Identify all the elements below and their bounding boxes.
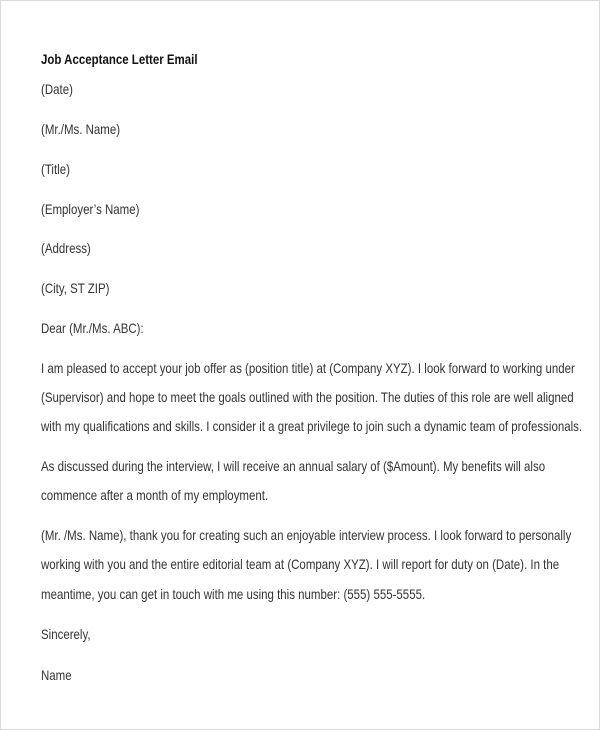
- signature-name: Name: [41, 667, 72, 683]
- paragraph-1-line: (Supervisor) and hope to meet the goals outlined with the position. The duties of this role are well aligned: [41, 389, 574, 405]
- paragraph-3-line: meantime, you can get in touch with me using this number: (555) 555-5555.: [41, 586, 426, 602]
- document-title: Job Acceptance Letter Email: [41, 51, 198, 67]
- paragraph-2-line: commence after a month of my employment.: [41, 487, 269, 503]
- closing: Sincerely,: [41, 626, 91, 642]
- paragraph-1-line: with my qualifications and skills. I consider it a great privilege to join such a dynamic team of professionals.: [41, 418, 583, 434]
- paragraph-2-line: As discussed during the interview, I will receive an annual salary of ($Amount). My benefits will also: [41, 458, 546, 474]
- address-line: (Address): [41, 240, 91, 256]
- employer-name-line: (Employer’s Name): [41, 201, 140, 217]
- paragraph-3-line: working with you and the entire editorial team at (Company XYZ). I will report for duty on (Date). In the: [41, 556, 560, 572]
- city-state-zip-line: (City, ST ZIP): [41, 280, 110, 296]
- recipient-name-line: (Mr./Ms. Name): [41, 121, 121, 137]
- paragraph-1-line: I am pleased to accept your job offer as (position title) at (Company XYZ). I look forward to working under: [41, 360, 575, 376]
- date-line: (Date): [41, 81, 73, 97]
- salutation: Dear (Mr./Ms. ABC):: [41, 320, 144, 336]
- recipient-title-line: (Title): [41, 161, 70, 177]
- paragraph-3-line: (Mr. /Ms. Name), thank you for creating such an enjoyable interview process. I look forward to personally: [41, 527, 572, 543]
